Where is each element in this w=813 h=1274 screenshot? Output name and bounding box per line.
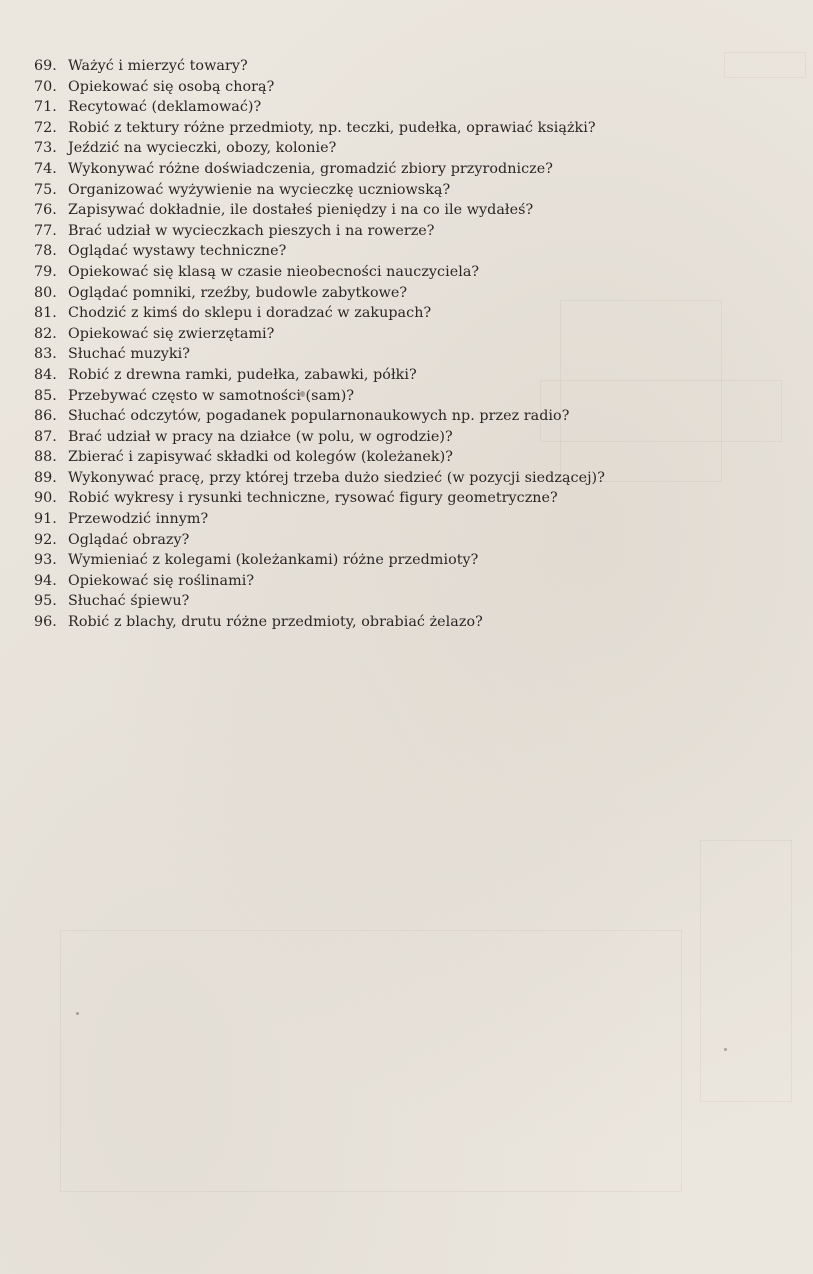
question-item [34,118,605,139]
question-item [34,509,605,530]
question-item [34,262,605,283]
question-number: 78. [34,243,57,260]
question-number: 74. [34,160,57,177]
question-item [34,200,605,221]
question-number: 72. [34,119,57,136]
question-text: Oglądać wystawy techniczne? [68,243,287,260]
question-item [34,344,605,365]
question-text: Organizować wyżywienie na wycieczkę uczniowską? [68,181,451,198]
question-number: 94. [34,572,57,589]
question-text: Wykonywać różne doświadczenia, gromadzić zbiory przyrodnicze? [68,160,553,177]
question-number: 90. [34,490,57,507]
question-number: 83. [34,346,57,363]
question-item [34,283,605,304]
question-text: Chodzić z kimś do sklepu i doradzać w zakupach? [68,305,432,322]
question-item [34,427,605,448]
question-text: Opiekować się osobą chorą? [68,78,275,95]
bleed-through-mark [60,930,682,1192]
question-text: Słuchać muzyki? [68,346,190,363]
question-number: 69. [34,58,57,74]
question-item [34,447,605,468]
question-number: 70. [34,78,57,95]
question-number: 80. [34,284,57,301]
question-text: Ważyć i mierzyć towary? [68,58,248,74]
question-text: Wymieniać z kolegami (koleżankami) różne przedmioty? [68,552,479,569]
question-item [34,241,605,262]
bleed-through-mark [700,840,792,1102]
question-number: 95. [34,593,57,610]
question-item [34,221,605,242]
question-item [34,591,605,612]
question-item [34,180,605,201]
question-text: Opiekować się zwierzętami? [68,325,275,342]
question-text: Robić z drewna ramki, pudełka, zabawki, półki? [68,366,417,383]
question-number: 81. [34,305,57,322]
question-number: 91. [34,511,57,528]
question-number: 93. [34,552,57,569]
question-text: Jeździć na wycieczki, obozy, kolonie? [68,140,337,157]
question-number: 88. [34,449,57,466]
question-text: Robić z tektury różne przedmioty, np. teczki, pudełka, oprawiać książki? [68,119,596,136]
bleed-through-mark [724,52,806,78]
question-number: 82. [34,325,57,342]
question-number: 71. [34,99,57,116]
question-number: 89. [34,469,57,486]
question-number: 77. [34,222,57,239]
question-item [34,56,605,77]
question-item [34,365,605,386]
question-number: 92. [34,531,57,548]
question-item [34,530,605,551]
question-text: Opiekować się roślinami? [68,572,255,589]
question-text: Oglądać obrazy? [68,531,190,548]
question-number: 76. [34,202,57,219]
question-item [34,159,605,180]
question-number: 87. [34,428,57,445]
question-item [34,97,605,118]
question-text: Brać udział w pracy na działce (w polu, w ogrodzie)? [68,428,453,445]
question-item [34,386,605,407]
question-text: Oglądać pomniki, rzeźby, budowle zabytkowe? [68,284,408,301]
question-number: 85. [34,387,57,404]
question-item [34,77,605,98]
question-item [34,550,605,571]
question-number: 86. [34,408,57,425]
question-item [34,324,605,345]
question-item [34,303,605,324]
question-text: Brać udział w wycieczkach pieszych i na rowerze? [68,222,435,239]
question-text: Recytować (deklamować)? [68,99,262,116]
question-text: Wykonywać pracę, przy której trzeba dużo siedzieć (w pozycji siedzącej)? [68,469,605,486]
question-item [34,488,605,509]
question-text: Słuchać śpiewu? [68,593,190,610]
question-text: Przewodzić innym? [68,511,209,528]
question-text: Zapisywać dokładnie, ile dostałeś pieniędzy i na co ile wydałeś? [68,202,534,219]
question-item [34,406,605,427]
question-text: Słuchać odczytów, pogadanek popularnonaukowych np. przez radio? [68,408,570,425]
ink-speck [724,1048,727,1051]
question-text: Opiekować się klasą w czasie nieobecności nauczyciela? [68,263,480,280]
question-item [34,612,605,633]
question-text: Przebywać często w samotności (sam)? [68,387,355,404]
question-text: Zbierać i zapisywać składki od kolegów (koleżanek)? [68,449,453,466]
question-number: 84. [34,366,57,383]
ink-speck [300,391,305,397]
question-text: Robić wykresy i rysunki techniczne, rysować figury geometryczne? [68,490,558,507]
question-item [34,138,605,159]
question-item [34,571,605,592]
question-number: 73. [34,140,57,157]
question-number: 96. [34,614,57,631]
question-number: 75. [34,181,57,198]
question-text: Robić z blachy, drutu różne przedmioty, obrabiać żelazo? [68,614,483,631]
question-list [34,56,605,633]
question-number: 79. [34,263,57,280]
ink-speck [76,1012,79,1015]
question-item [34,468,605,489]
